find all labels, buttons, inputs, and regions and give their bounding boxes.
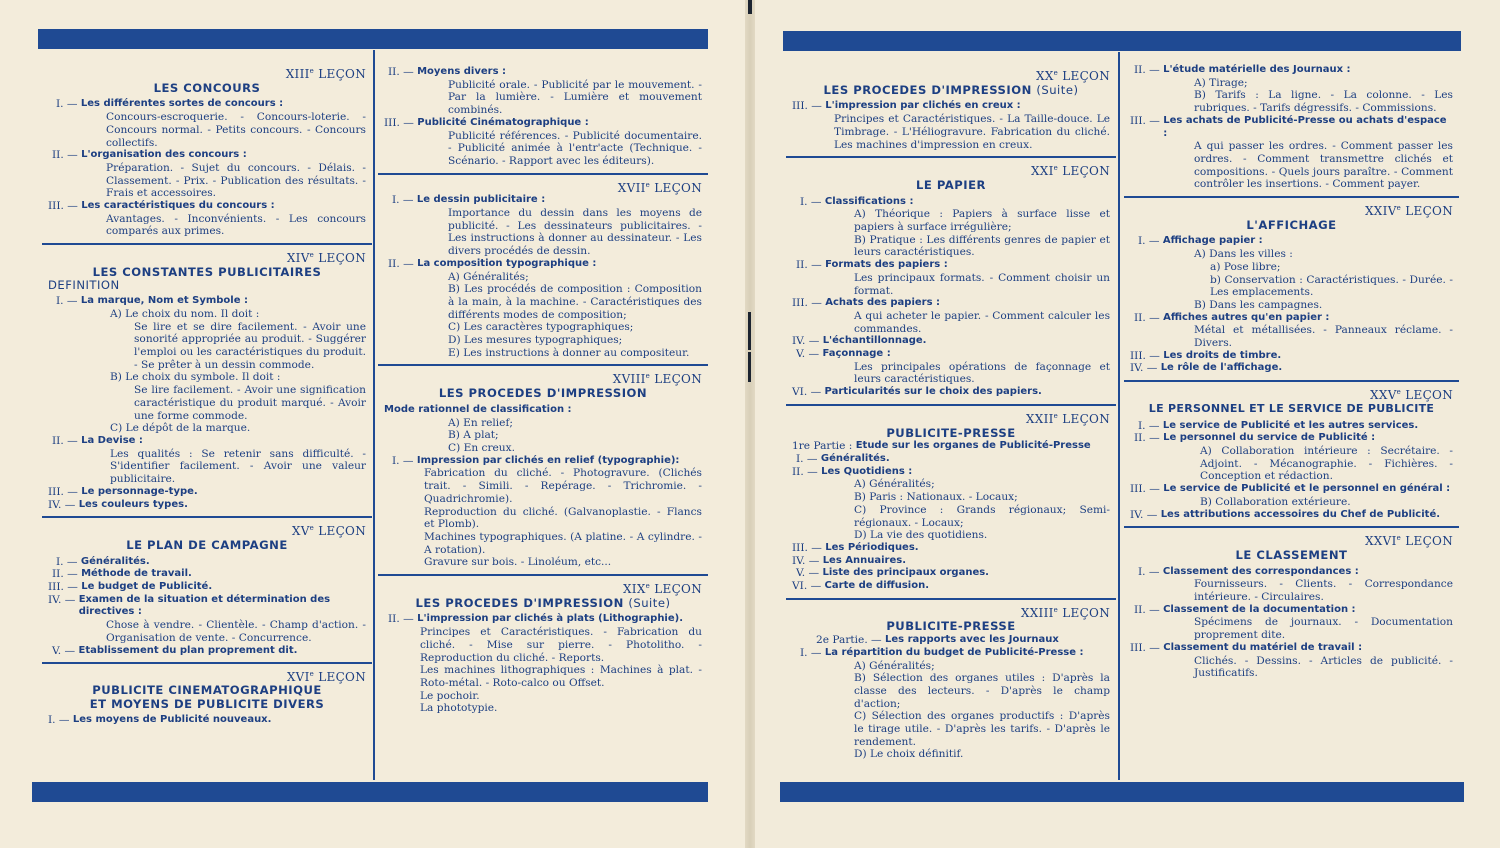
column-rule-2 [1118,52,1120,780]
item-detail: Les principales opérations de façonnage et leurs caractéristiques. [854,360,1110,386]
item-detail: Se lire facilement. - Avoir une signification caractéristique du produit marqué. - Avoir une forme commode. [134,384,366,422]
item-detail: a) Pose libre; [1210,260,1281,273]
lesson-title: LE CLASSEMENT [1235,547,1348,562]
item-detail: B) Paris : Nationaux. - Locaux; [854,491,1018,504]
list-item: II. — Les Quotidiens : [792,465,913,478]
lesson-title: L'AFFICHAGE [1246,217,1337,232]
lesson-heading: XIXe LEÇON [622,582,702,597]
lesson-title: PUBLICITE-PRESSE [886,425,1016,440]
list-item: II. — L'organisation des concours : [52,149,247,162]
item-detail: A) Collaboration intérieure : Secrétaire. - Adjoint. - Mécanographie. - Fichières. - Conception et rédaction. [1200,444,1453,483]
bottom-band-left [32,782,708,802]
section-divider [786,404,1116,406]
list-item: III. — Le personnage-type. [48,485,198,498]
item-detail: B) Dans les campagnes. [1194,298,1323,311]
list-item: II. — Formats des papiers : [796,259,948,272]
lesson-heading: XXVe LEÇON [1370,388,1453,403]
item-detail: Concours-escroquerie. - Concours-loterie. - Concours normal. - Petits concours. - Concours collectifs. [106,111,366,149]
item-detail: Les qualités : Se retenir sans difficulté. - S'identifier facilement. - Avoir une valeur publicitaire. [110,447,366,486]
item-detail: D) Les mesures typographiques; [448,334,623,347]
list-item: I. — Le service de Publicité et les autres services. [1138,419,1419,432]
list-item: II. — Méthode de travail. [52,568,192,581]
item-detail: B) Le choix du symbole. Il doit : [110,371,281,384]
binding-mark-top [748,0,752,14]
item-detail: C) Les caractères typographiques; [448,321,634,334]
section-divider [42,516,372,518]
classification-heading: Mode rationnel de classification : [384,403,572,415]
item-detail: Principes et Caractéristiques. - La Taille-douce. Le Timbrage. - L'Héliogravure. Fabrication du cliché. Les machines d'impression en creux. [834,113,1110,151]
item-detail: A) Théorique : Papiers à surface lisse et papiers à surface irrégulière; [854,208,1110,234]
column-3 [792,66,1110,761]
list-item: II. — L'étude matérielle des Journaux : [1134,64,1351,76]
item-detail: A) Le choix du nom. Il doit : [110,307,260,320]
list-item: III. — Classement du matériel de travail : [1130,641,1363,654]
part-heading: 2e Partie. — Les rapports avec les Journaux [816,634,1059,647]
list-item: II. — La composition typographique : [388,257,597,270]
list-item: II. — L'impression par clichés à plats (Lithographie). [388,613,684,626]
column-2 [384,66,702,715]
binding-mark-lower [748,352,751,382]
item-detail: A) Dans les villes : [1194,248,1293,261]
section-divider [786,598,1116,600]
lesson-heading: XXIIe LEÇON [1025,411,1110,426]
list-item: III. — Le budget de Publicité. [48,581,213,594]
lesson-title: LES CONSTANTES PUBLICITAIRES [92,264,322,279]
list-item: VI. — Particularités sur le choix des papiers. [792,386,1042,399]
item-detail: Les principaux formats. - Comment choisir un format. [854,271,1110,297]
item-detail: B) Tarifs : La ligne. - La colonne. - Les rubriques. - Tarifs dégressifs. - Commissions. [1194,89,1453,115]
section-divider [1124,526,1459,528]
item-detail: B) A plat; [448,429,499,442]
item-detail: A qui acheter le papier. - Comment calculer les commandes. [854,309,1110,335]
list-item: I. — Affichage papier : [1138,235,1263,248]
item-detail: La phototypie. [420,702,498,715]
column-rule-1 [373,50,375,780]
item-detail: Principes et Caractéristiques. - Fabrication du cliché. - Mise sur pierre. - Photolitho. - Reproduction du cliché. - Reports. [420,626,702,664]
item-detail: Se lire et se dire facilement. - Avoir une sonorité appropriée au produit. - Suggérer l'emploi ou les caractéristiques du produit. - Se prêter à un dessin commode. [134,320,366,371]
list-item: III. — Les droits de timbre. [1130,349,1282,362]
list-item: II. — La Devise : [52,434,143,447]
section-divider [378,574,708,576]
item-detail: Machines typographiques. (A platine. - A cylindre. - A rotation). [424,530,702,556]
section-divider [42,662,372,664]
lesson-subtitle: DEFINITION [48,277,120,292]
lesson-title: PUBLICITE-PRESSE [886,619,1016,634]
item-detail: Gravure sur bois. - Linoléum, etc... [424,556,612,569]
item-detail: C) Sélection des organes productifs : D'après le tirage utile. - D'après les tarifs. - D'après le rendement. [854,710,1110,748]
list-item: IV. — Examen de la situation et détermination des directives : [48,593,331,618]
list-item: III. — Achats des papiers : [792,297,941,310]
list-item: I. — Classifications : [800,195,914,208]
item-detail: Clichés. - Dessins. - Articles de publicité. - Justificatifs. [1194,654,1453,680]
binding-mark-middle [748,312,751,350]
lesson-heading: XXIIIe LEÇON [1020,605,1110,620]
lesson-title: LES CONCOURS [153,80,261,95]
item-detail: D) Le choix définitif. [854,748,964,761]
list-item: I. — Impression par clichés en relief (typographie): [392,454,680,467]
item-detail: Spécimens de journaux. - Documentation proprement dite. [1194,616,1453,642]
lesson-heading: XXe LEÇON [1035,69,1110,83]
item-detail: b) Conservation : Caractéristiques. - Durée. - Les emplacements. [1210,273,1453,299]
list-item: I. — La répartition du budget de Publicité-Presse : [800,646,1084,659]
item-detail: A) Tirage; [1194,76,1248,89]
lesson-heading: XIIIe LEÇON [285,67,366,81]
top-band-left [38,29,708,49]
list-item: II. — Le personnel du service de Publicité : [1134,432,1376,445]
item-detail: Le pochoir. [420,689,480,702]
lesson-heading: XXIVe LEÇON [1364,204,1453,219]
list-item: II. — Moyens divers : [388,66,507,78]
lesson-title: LE PAPIER [916,177,986,192]
item-detail: Fabrication du cliché. - Photogravure. (Clichés trait. - Simili. - Repérage. - Trichromie. - Quadrichromie). [424,467,702,505]
list-item: I. — Les différentes sortes de concours : [56,98,284,111]
lesson-heading: XXVIe LEÇON [1364,534,1453,549]
lesson-title-line2: ET MOYENS DE PUBLICITE DIVERS [89,696,325,711]
item-detail: B) Sélection des organes utiles : D'après la classe des lecteurs. - D'après le champ d'action; [854,672,1110,710]
item-detail: B) Collaboration extérieure. [1200,495,1351,508]
list-item: IV. — Les couleurs types. [48,498,188,511]
list-item: III. — L'impression par clichés en creux : [792,100,1021,113]
item-detail: Publicité orale. - Publicité par le mouvement. - Par la lumière. - Lumière et mouvement combinés. [448,78,702,117]
page-gutter [745,0,755,848]
item-detail: B) Les procédés de composition : Composition à la main, à la machine. - Caractéristiques des différents modes de composition; [448,283,702,321]
column-1 [48,64,366,727]
item-detail: Chose à vendre. - Clientèle. - Champ d'action. - Organisation de vente. - Concurrence. [106,619,366,644]
list-item: II. — Classement de la documentation : [1134,603,1356,616]
item-detail: B) Pratique : Les différents genres de papier et leurs caractéristiques. [854,233,1110,259]
item-detail: C) Province : Grands régionaux; Semi-régionaux. - Locaux; [854,503,1110,529]
section-divider [1124,380,1459,382]
list-item: II. — Affiches autres qu'en papier : [1134,311,1330,324]
item-detail: Publicité références. - Publicité documentaire. - Publicité animée à l'entr'acte (Technique. - Scénario. - Rapport avec les éditeurs). [448,129,702,167]
section-divider [42,243,372,245]
item-detail: C) Le dépôt de la marque. [110,422,251,435]
list-item: III. — Les caractéristiques du concours : [48,200,275,213]
column-4 [1130,64,1453,680]
lesson-heading: XVIe LEÇON [286,670,366,685]
item-detail: A) Généralités; [448,270,529,283]
item-detail: D) La vie des quotidiens. [854,529,988,542]
lesson-title: PUBLICITE CINEMATOGRAPHIQUE [92,682,322,697]
list-item: IV. — Le rôle de l'affichage. [1130,362,1283,375]
section-divider [1124,196,1459,198]
item-detail: Reproduction du cliché. (Galvanoplastie. - Flancs et Plomb). [424,505,702,531]
list-item: III. — Les Périodiques. [792,541,919,554]
item-detail: A) En relief; [448,416,513,429]
lesson-title: LES PROCEDES D'IMPRESSION (Suite) [415,595,671,610]
lesson-title: LES PROCEDES D'IMPRESSION [438,386,648,401]
lesson-title: LE PERSONNEL ET LE SERVICE DE PUBLICITE [1148,401,1435,415]
list-item: I. — Classement des correspondances : [1138,565,1359,578]
list-item: I. — Généralités. [796,452,890,465]
section-divider [378,173,708,175]
lesson-heading: XXIe LEÇON [1030,164,1110,179]
section-divider [378,364,708,366]
item-detail: Fournisseurs. - Clients. - Correspondance intérieure. - Circulaires. [1194,578,1453,604]
list-item: IV. — Les Annuaires. [792,554,907,567]
item-detail: Préparation. - Sujet du concours. - Délais. - Classement. - Prix. - Publication des résultats. - Frais et accessoires. [106,161,366,200]
item-detail: A) Généralités; [854,659,935,672]
list-item: V. — Façonnage : [796,348,891,361]
item-detail: A qui passer les ordres. - Comment passer les ordres. - Comment transmettre clichés et compositions. - Quels jours paraître. - Comment contrôler les insertions. - Comment payer. [1194,140,1453,191]
lesson-heading: XVe LEÇON [291,524,366,539]
list-item: III. — Le service de Publicité et le personnel en général : [1130,483,1451,496]
list-item: VI. — Carte de diffusion. [792,580,930,593]
list-item: III. — Publicité Cinématographique : [384,116,589,129]
item-detail: Les machines lithographiques : Machines à plat. - Roto-métal. - Roto-calco ou Offset. [420,664,702,689]
section-divider [786,156,1116,158]
part-heading: 1re Partie : Etude sur les organes de Publicité-Presse [792,440,1091,453]
list-item: I. — Généralités. [56,555,150,568]
lesson-heading: XVIIIe LEÇON [612,372,702,387]
bottom-band-right [780,782,1464,802]
item-detail: E) Les instructions à donner au compositeur. [448,346,690,359]
list-item: I. — Les moyens de Publicité nouveaux. [48,714,272,727]
item-detail: Métal et métallisées. - Panneaux réclame. - Divers. [1194,324,1453,350]
list-item: I. — Le dessin publicitaire : [392,194,546,207]
list-item: V. — Liste des principaux organes. [796,567,989,580]
list-item: IV. — Les attributions accessoires du Chef de Publicité. [1130,508,1441,521]
item-detail: C) En creux. [448,441,515,454]
item-detail: A) Généralités; [854,478,935,491]
list-item: V. — Etablissement du plan proprement dit. [52,644,298,657]
list-item: III. — Les achats de Publicité-Presse ou achats d'espace : [1130,114,1447,139]
lesson-title: LES PROCEDES D'IMPRESSION (Suite) [823,82,1079,97]
lesson-heading: XVIIe LEÇON [617,180,702,195]
list-item: IV. — L'échantillonnage. [792,335,927,348]
lesson-heading: XIVe LEÇON [286,251,366,266]
item-detail: Importance du dessin dans les moyens de publicité. - Les dessinateurs publicitaires. - Les instructions à donner au dessinateur. - Les divers procédés de dessin. [448,207,702,258]
list-item: I. — La marque, Nom et Symbole : [56,295,248,308]
item-detail: Avantages. - Inconvénients. - Les concours comparés aux primes. [106,212,366,238]
top-band-right [783,31,1461,51]
lesson-title: LE PLAN DE CAMPAGNE [126,537,288,552]
